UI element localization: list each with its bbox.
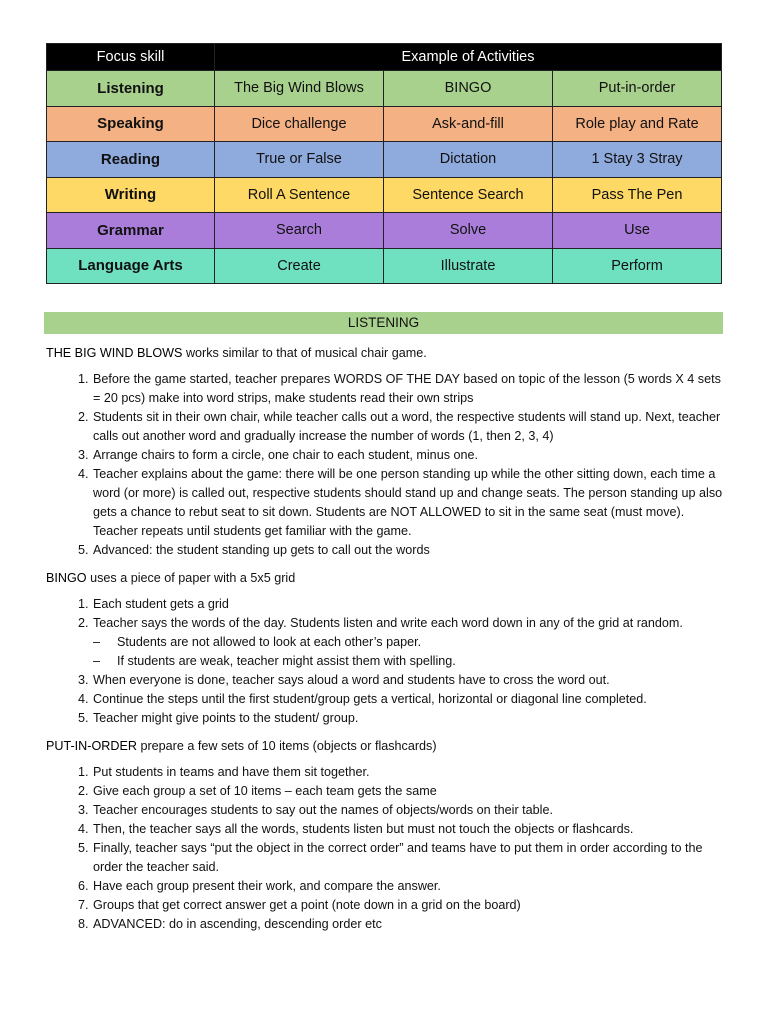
list-item: 4. Teacher explains about the game: there will be one person standing up while the other sitting down, each time a word (or more) is called out, respective students should stand up and change seats. The person standing up also gets a chance to rebut seat to sit down. Students are NOT ALLOWED to sit in the same seat (must move). Teacher repeats until students get familiar with the game. — [92, 465, 726, 541]
skill-cell: Writing — [47, 177, 215, 213]
list-item: 4. Continue the steps until the first student/group gets a vertical, horizontal or diagonal line completed. — [92, 690, 726, 709]
list-item: 6. Have each group present their work, and compare the answer. — [92, 877, 726, 896]
table-header-row — [47, 44, 722, 71]
list-item: 1. Before the game started, teacher prepares WORDS OF THE DAY based on topic of the lesson (5 words X 4 sets = 20 pcs) make into word strips, make students read their own strips — [92, 370, 726, 408]
activity-cell: Perform — [553, 248, 722, 284]
big-wind-steps — [46, 370, 726, 560]
table-row — [47, 213, 722, 249]
activity-cell: Dice challenge — [215, 106, 384, 142]
table-row — [47, 106, 722, 142]
activity-cell: Create — [215, 248, 384, 284]
activity-cell: Use — [553, 213, 722, 249]
list-item: 4. Then, the teacher says all the words, students listen but must not touch the objects or flashcards. — [92, 820, 726, 839]
list-item: 3. When everyone is done, teacher says aloud a word and students have to cross the word out. — [92, 671, 726, 690]
list-item: 2. Students sit in their own chair, while teacher calls out a word, the respective students will stand up. Next, teacher calls out another word and gradually increase the number of words (1, then 2, 3, 4) — [92, 408, 726, 446]
sub-list-item: – If students are weak, teacher might assist them with spelling. — [116, 652, 726, 671]
examples-header: Example of Activities — [215, 44, 722, 71]
activity-name: THE BIG WIND BLOWS — [46, 346, 183, 360]
activity-name: PUT-IN-ORDER — [46, 739, 137, 753]
table-row — [47, 71, 722, 107]
bingo-steps — [46, 595, 726, 728]
list-item: 5. Advanced: the student standing up gets to call out the words — [92, 541, 726, 560]
put-in-order-intro — [46, 737, 726, 755]
activity-cell: Put-in-order — [553, 71, 722, 107]
list-item: 1. Each student gets a grid — [92, 595, 726, 614]
activity-cell: BINGO — [384, 71, 553, 107]
activity-cell: Search — [215, 213, 384, 249]
list-item-text: Teacher says the words of the day. Students listen and write each word down in any of the grid at random. — [93, 616, 683, 630]
activity-cell: 1 Stay 3 Stray — [553, 142, 722, 178]
activity-description: prepare a few sets of 10 items (objects or flashcards) — [140, 739, 437, 753]
activity-name: BINGO — [46, 571, 87, 585]
table-row — [47, 248, 722, 284]
bingo-sub-list — [93, 633, 726, 671]
sub-list-item: – Students are not allowed to look at each other’s paper. — [116, 633, 726, 652]
activity-cell: True or False — [215, 142, 384, 178]
activity-cell: Dictation — [384, 142, 553, 178]
activity-cell: Pass The Pen — [553, 177, 722, 213]
section-heading-listening: LISTENING — [44, 312, 723, 334]
activity-cell: Role play and Rate — [553, 106, 722, 142]
focus-skill-header: Focus skill — [47, 44, 215, 71]
list-item: 3. Arrange chairs to form a circle, one chair to each student, minus one. — [92, 446, 726, 465]
activities-table — [46, 43, 722, 284]
list-item: 3. Teacher encourages students to say out the names of objects/words on their table. — [92, 801, 726, 820]
list-item: 7. Groups that get correct answer get a point (note down in a grid on the board) — [92, 896, 726, 915]
activity-cell: Ask-and-fill — [384, 106, 553, 142]
skill-cell: Speaking — [47, 106, 215, 142]
put-in-order-steps — [46, 763, 726, 934]
skill-cell: Grammar — [47, 213, 215, 249]
activity-cell: Roll A Sentence — [215, 177, 384, 213]
activity-cell: The Big Wind Blows — [215, 71, 384, 107]
list-item: 2. Give each group a set of 10 items – each team gets the same — [92, 782, 726, 801]
table-row — [47, 142, 722, 178]
list-item: 8. ADVANCED: do in ascending, descending order etc — [92, 915, 726, 934]
list-item: 5. Teacher might give points to the student/ group. — [92, 709, 726, 728]
skill-cell: Language Arts — [47, 248, 215, 284]
list-item: 5. Finally, teacher says “put the object in the correct order” and teams have to put them in order according to the order the teacher said. — [92, 839, 726, 877]
skill-cell: Listening — [47, 71, 215, 107]
listening-content — [46, 344, 726, 943]
skill-cell: Reading — [47, 142, 215, 178]
table-row — [47, 177, 722, 213]
bingo-intro — [46, 569, 726, 587]
list-item — [92, 614, 726, 671]
activity-cell: Illustrate — [384, 248, 553, 284]
list-item: 1. Put students in teams and have them sit together. — [92, 763, 726, 782]
activity-description: uses a piece of paper with a 5x5 grid — [90, 571, 296, 585]
activity-cell: Sentence Search — [384, 177, 553, 213]
activity-description: works similar to that of musical chair game. — [185, 346, 427, 360]
activity-cell: Solve — [384, 213, 553, 249]
big-wind-intro — [46, 344, 726, 362]
